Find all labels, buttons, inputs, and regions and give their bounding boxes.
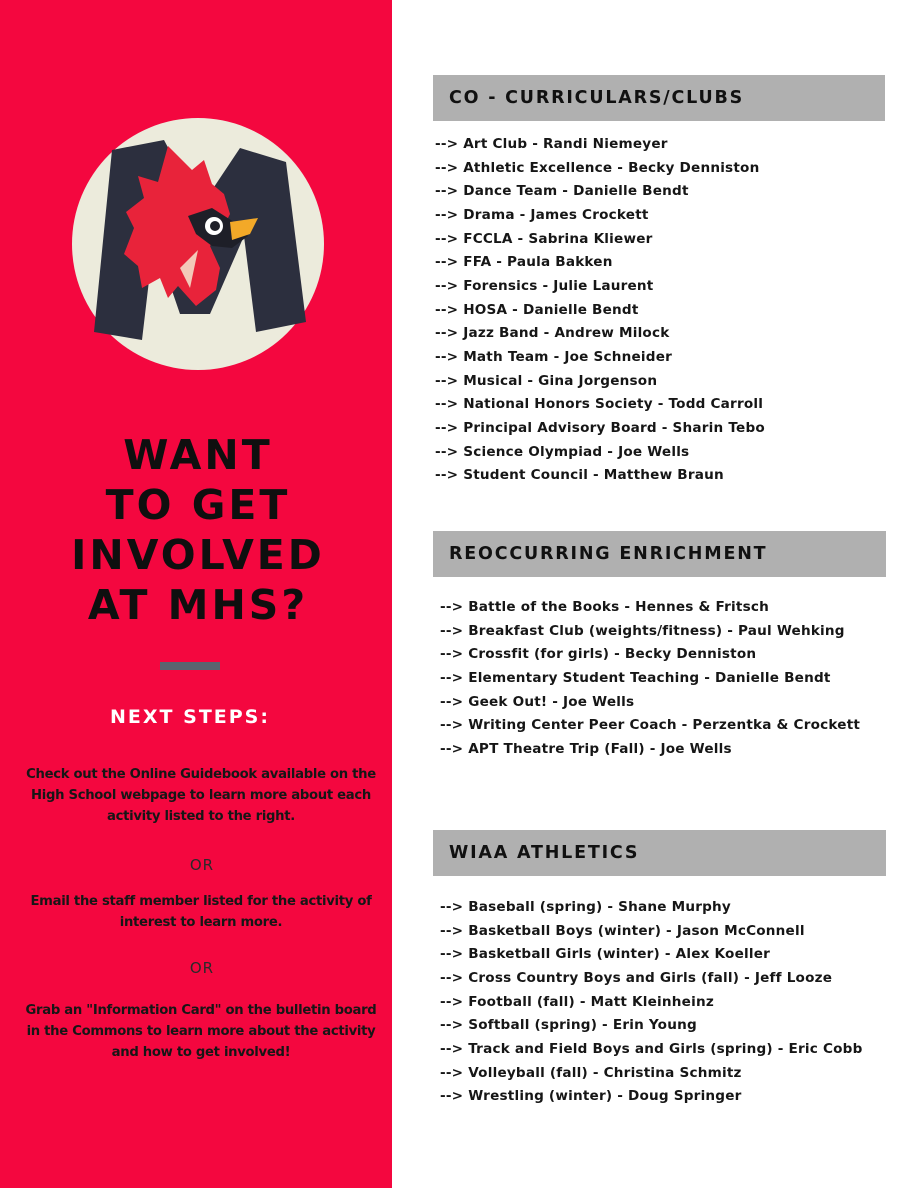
divider-bar	[160, 662, 220, 670]
step-information-card: Grab an "Information Card" on the bulletin board in the Commons to learn more about the activity and how to get involved!	[25, 1003, 377, 1060]
step-email: Email the staff member listed for the activity of interest to learn more.	[30, 894, 372, 930]
list-item: --> Athletic Excellence - Becky Denniston	[435, 159, 760, 176]
list-item: --> Math Team - Joe Schneider	[435, 348, 673, 365]
list-item: --> Elementary Student Teaching - Danielle Bendt	[440, 669, 831, 686]
list-item: --> HOSA - Danielle Bendt	[435, 301, 639, 318]
or-separator-2: OR	[189, 959, 215, 977]
list-item: --> Dance Team - Danielle Bendt	[435, 183, 689, 200]
list-item: --> Track and Field Boys and Girls (spring) - Eric Cobb	[440, 1040, 863, 1057]
list-item: --> Breakfast Club (weights/fitness) - Paul Wehking	[440, 622, 845, 639]
list-item: --> Wrestling (winter) - Doug Springer	[440, 1088, 742, 1105]
list-item: --> Battle of the Books - Hennes & Fritsch	[440, 599, 770, 615]
section-title-athletics: WIAA ATHLETICS	[449, 843, 640, 863]
list-item: --> Basketball Girls (winter) - Alex Koeller	[440, 946, 771, 963]
headline-line-4: AT MHS?	[87, 581, 309, 629]
headline-line-1: WANT	[123, 431, 273, 479]
list-item: --> FFA - Paula Bakken	[435, 254, 613, 271]
list-item: --> Geek Out! - Joe Wells	[440, 693, 635, 710]
list-item: --> Crossfit (for girls) - Becky Denniston	[440, 646, 757, 663]
section-header-enrichment	[433, 531, 886, 577]
list-item: --> Forensics - Julie Laurent	[435, 277, 654, 294]
list-item: --> Drama - James Crockett	[435, 206, 649, 223]
list-item: --> Football (fall) - Matt Kleinheinz	[440, 993, 714, 1010]
headline	[0, 430, 396, 630]
cardinal-m-logo-icon	[72, 118, 324, 370]
next-steps-title: NEXT STEPS:	[110, 706, 270, 728]
section-title-enrichment: REOCCURRING ENRICHMENT	[449, 544, 768, 564]
list-item: --> FCCLA - Sabrina Kliewer	[435, 230, 653, 247]
list-item: --> Basketball Boys (winter) - Jason McConnell	[440, 922, 805, 939]
list-item: --> APT Theatre Trip (Fall) - Joe Wells	[440, 740, 732, 757]
list-item: --> Jazz Band - Andrew Milock	[435, 325, 670, 342]
list-item: --> Science Olympiad - Joe Wells	[435, 443, 690, 460]
list-item: --> Baseball (spring) - Shane Murphy	[440, 899, 731, 915]
list-item: --> Cross Country Boys and Girls (fall) - Jeff Looze	[440, 969, 833, 986]
list-item: --> Volleyball (fall) - Christina Schmitz	[440, 1064, 742, 1081]
headline-line-2: TO GET	[105, 481, 291, 529]
athletics-list	[440, 896, 863, 1109]
enrichment-list	[440, 596, 860, 762]
section-title-clubs: CO - CURRICULARS/CLUBS	[449, 88, 745, 108]
list-item: --> National Honors Society - Todd Carroll	[435, 396, 764, 413]
list-item: --> Student Council - Matthew Braun	[435, 467, 724, 484]
clubs-list	[435, 133, 765, 488]
or-separator-1: OR	[189, 856, 215, 874]
step-guidebook: Check out the Online Guidebook available on the High School webpage to learn more about each activity listed to the right.	[26, 767, 376, 824]
section-header-athletics	[433, 830, 886, 876]
list-item: --> Writing Center Peer Coach - Perzentka & Crockett	[440, 717, 861, 734]
list-item: --> Softball (spring) - Erin Young	[440, 1017, 697, 1034]
list-item: --> Art Club - Randi Niemeyer	[435, 136, 668, 152]
list-item: --> Principal Advisory Board - Sharin Tebo	[435, 419, 765, 436]
list-item: --> Musical - Gina Jorgenson	[435, 372, 658, 389]
headline-line-3: INVOLVED	[71, 531, 325, 579]
section-header-clubs	[433, 75, 885, 121]
